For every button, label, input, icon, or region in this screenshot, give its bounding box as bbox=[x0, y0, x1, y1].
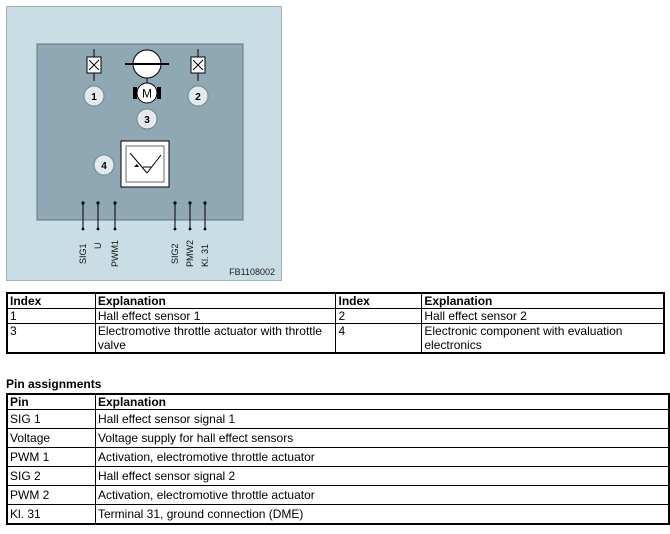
header-index: Index bbox=[336, 293, 422, 309]
header-explanation: Explanation bbox=[422, 293, 664, 309]
pin-cell: Kl. 31 bbox=[7, 505, 96, 525]
index-table bbox=[6, 292, 665, 354]
pin-assignments-title: Pin assignments bbox=[6, 377, 102, 391]
pin-cell: PWM 1 bbox=[7, 448, 96, 467]
pin-table-header bbox=[7, 394, 669, 410]
electronics-symbol bbox=[121, 141, 169, 187]
explanation-cell: Electronic component with evaluation electronics bbox=[422, 324, 664, 354]
explanation-cell: Voltage supply for hall effect sensors bbox=[96, 429, 670, 448]
table-row bbox=[7, 486, 669, 505]
pin-label-pwm1: PWM1 bbox=[110, 240, 120, 267]
explanation-cell: Hall effect sensor signal 2 bbox=[96, 467, 670, 486]
marker-4-label: 4 bbox=[101, 161, 107, 172]
figure-code: FB1108002 bbox=[229, 267, 275, 277]
explanation-cell: Terminal 31, ground connection (DME) bbox=[96, 505, 670, 525]
explanation-cell: Hall effect sensor 2 bbox=[422, 309, 664, 324]
marker-2-label: 2 bbox=[195, 92, 201, 103]
throttle-diagram bbox=[6, 6, 282, 281]
table-row bbox=[7, 309, 664, 324]
pin-cell: PWM 2 bbox=[7, 486, 96, 505]
index-cell: 1 bbox=[7, 309, 95, 324]
index-cell: 4 bbox=[336, 324, 422, 354]
explanation-cell: Activation, electromotive throttle actuator bbox=[96, 448, 670, 467]
pin-label-pmw2: PMW2 bbox=[185, 240, 195, 267]
explanation-cell: Electromotive throttle actuator with throttle valve bbox=[95, 324, 336, 354]
pin-label-u: U bbox=[93, 242, 103, 249]
marker-3 bbox=[137, 109, 157, 129]
marker-2 bbox=[188, 86, 208, 106]
explanation-cell: Hall effect sensor signal 1 bbox=[96, 410, 670, 429]
pin-cell: SIG 1 bbox=[7, 410, 96, 429]
pin-label-kl31: Kl. 31 bbox=[200, 243, 210, 267]
motor-letter: M bbox=[142, 86, 152, 101]
table-row bbox=[7, 324, 664, 354]
header-index: Index bbox=[7, 293, 95, 309]
marker-3-label: 3 bbox=[144, 115, 150, 126]
pin-cell: SIG 2 bbox=[7, 467, 96, 486]
pin-label-sig2: SIG2 bbox=[170, 243, 180, 264]
marker-1 bbox=[84, 86, 104, 106]
explanation-cell: Hall effect sensor 1 bbox=[95, 309, 336, 324]
diagram-drawing bbox=[7, 7, 283, 282]
header-pin: Pin bbox=[7, 394, 96, 410]
table-row bbox=[7, 410, 669, 429]
index-table-header bbox=[7, 293, 664, 309]
index-cell: 3 bbox=[7, 324, 95, 354]
header-explanation: Explanation bbox=[96, 394, 670, 410]
pin-assignments-table bbox=[6, 393, 670, 525]
explanation-cell: Activation, electromotive throttle actuator bbox=[96, 486, 670, 505]
table-row bbox=[7, 429, 669, 448]
marker-4 bbox=[94, 155, 114, 175]
header-explanation: Explanation bbox=[95, 293, 336, 309]
table-row bbox=[7, 448, 669, 467]
table-row bbox=[7, 467, 669, 486]
index-cell: 2 bbox=[336, 309, 422, 324]
table-row bbox=[7, 505, 669, 525]
pin-cell: Voltage bbox=[7, 429, 96, 448]
marker-1-label: 1 bbox=[91, 92, 97, 103]
pin-label-sig1: SIG1 bbox=[78, 243, 88, 264]
